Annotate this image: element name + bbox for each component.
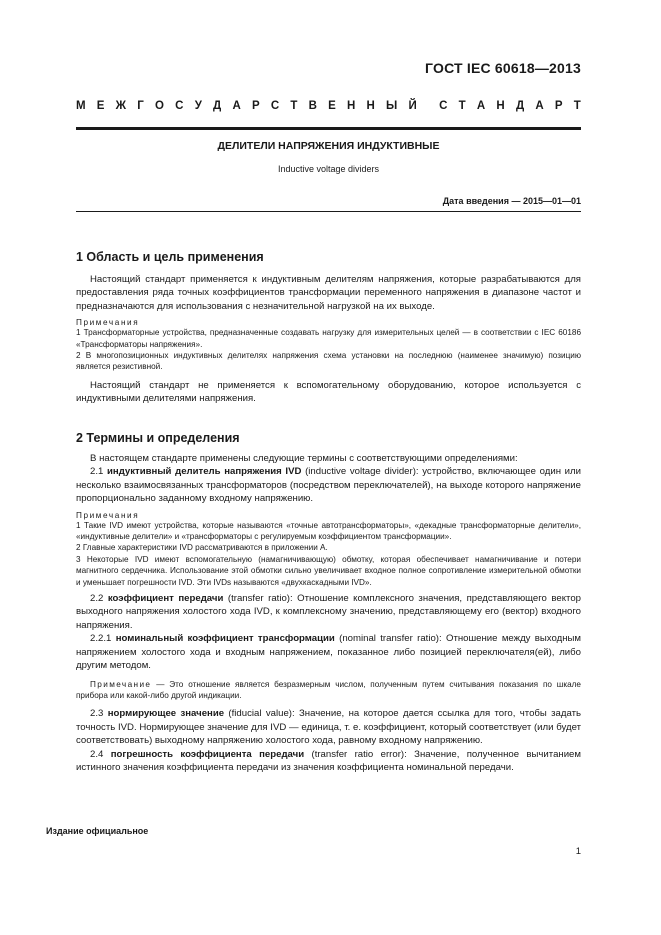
banner-letter: Е	[328, 100, 336, 112]
official-edition-label: Издание официальное	[46, 826, 149, 836]
banner-letter: Р	[554, 100, 563, 112]
section-1-note-2: 2 В многопозиционных индуктивных делителях напряжения схема установки на последнюю (наименее значимую) позицию является резистивной.	[76, 351, 581, 372]
term-definition: (transfer ratio): Отношение комплексного значения, представляющего вектор выходного напряжения холостого хода IVD, к комплексному значению, представляющему его (вектор) входного напряжения.	[76, 593, 581, 631]
term-2-1-note-1: 1 Такие IVD имеют устройства, которые называются «точные автотрансформаторы», «декадные трансформаторные делители», «индуктивные делители» и «трансформаторы с регулируемым коэффициентом трансформации».	[76, 520, 581, 542]
section-2-intro: В настоящем стандарте применены следующие термины с соответствующими определениями:	[90, 453, 518, 464]
section-1-heading: 1 Область и цель применения	[76, 250, 264, 264]
term-number: 2.1	[90, 466, 108, 478]
banner-letter: А	[232, 100, 241, 112]
term-definition: (fiducial value): Значение, на которое дается ссылка для того, чтобы задать точность IVD. Нормирующее значение для IVD — единица, т. е. коэффициент, который соответствует (или будет соответствовать) выходному напряжению холостого хода, равному входному напряжению.	[76, 708, 582, 747]
introduction-date: Дата введения — 2015—01—01	[442, 196, 581, 206]
section-2-notes-heading: Примечания	[76, 510, 140, 520]
banner-letter: Т	[290, 100, 298, 112]
interstate-standard-banner	[76, 100, 581, 112]
banner-letter: Н	[366, 100, 375, 112]
term-definition: (inductive voltage divider): устройство, включающее один или несколько взаимосвязанных трансформаторов (посредством переключателей), на выходе которого напряжение пропорционально заданному входному напряжению.	[76, 466, 581, 505]
term-name: индуктивный делитель напряжения IVD	[107, 466, 302, 478]
term-number: 2.3	[90, 708, 108, 720]
banner-letter: Й	[408, 100, 417, 112]
note-text: — Это отношение является безразмерным числом, полученным путем считывания показания по шкале прибора или какой-либо другой индикации.	[76, 679, 581, 700]
term-2-3	[76, 707, 581, 747]
document-title: ДЕЛИТЕЛИ НАПРЯЖЕНИЯ ИНДУКТИВНЫЕ	[217, 140, 440, 152]
section-1-note-1: 1 Трансформаторные устройства, предназначенные создавать нагрузку для измерительных целей — в соответствии с IEC 60186 «Трансформаторы напряжения».	[76, 328, 581, 349]
term-2-1	[76, 465, 581, 505]
banner-letter: Р	[251, 100, 260, 112]
banner-letter: Д	[515, 100, 525, 112]
section-1-paragraph-1: Настоящий стандарт применяется к индуктивным делителям напряжения, которые разрабатываются для предоставления ряда точных коэффициентов трансформации переменного напряжения в диапазоне частот и предназначаются для использования с незначительной нагрузкой на их выходе.	[76, 274, 581, 312]
banner-letter: Ж	[115, 100, 127, 112]
banner-letter: М	[76, 100, 86, 112]
section-2	[76, 431, 581, 774]
term-number: 2.2.1	[90, 633, 116, 645]
banner-letter: О	[155, 100, 164, 112]
banner-letter: Г	[137, 100, 144, 112]
section-1-notes-heading: Примечания	[76, 318, 140, 328]
term-name: коэффициент передачи	[107, 593, 224, 605]
banner-letter: Н	[496, 100, 505, 112]
term-2-2-1	[76, 632, 581, 672]
term-2-2-1-note	[76, 679, 581, 702]
banner-letter: А	[476, 100, 486, 112]
banner-letter: С	[270, 100, 280, 112]
banner-letter: Д	[213, 100, 222, 112]
term-name: номинальный коэффициент трансформации	[115, 633, 335, 645]
banner-letter: С	[439, 100, 448, 112]
term-2-1-note-2: 2 Главные характеристики IVD рассматриваются в приложении А.	[76, 543, 328, 553]
banner-letter: Т	[573, 100, 581, 112]
page-number: 1	[575, 846, 581, 857]
term-number: 2.4	[90, 748, 111, 760]
document-subtitle: Inductive voltage dividers	[277, 164, 380, 174]
banner-letter: У	[194, 100, 202, 112]
term-2-2	[76, 592, 581, 632]
banner-letter: Т	[458, 100, 466, 112]
banner-letter: С	[175, 100, 184, 112]
banner-letter: В	[308, 100, 317, 112]
date-rule	[76, 211, 581, 212]
term-name: нормирующее значение	[107, 708, 225, 720]
term-number: 2.2	[90, 593, 108, 605]
section-1-paragraph-2: Настоящий стандарт не применяется к вспомогательному оборудованию, которое используется с индуктивными делителями напряжения.	[76, 379, 581, 405]
section-2-heading: 2 Термины и определения	[76, 431, 240, 445]
term-definition: (transfer ratio error): Значение, полученное вычитанием истинного значения коэффициента передачи из значения коэффициента номинальной передачи.	[76, 748, 581, 773]
header-rule	[76, 127, 581, 130]
term-2-1-note-3: 3 Некоторые IVD имеют вспомогательную (намагничивающую) обмотку, которая обеспечивает намагничивание и потери магнитного сердечника. Использование этой обмотки сильно увеличивает входное полное сопротивление измерительной обмотки и уменьшает погрешности IVD. Эти IVDs называются «двухкаскадными IVD».	[76, 554, 581, 587]
note-label: Примечание	[90, 679, 152, 689]
term-definition: (nominal transfer ratio): Отношение между выходным напряжением холостого хода и входным напряжением, показанное либо позицией переключателя(ей), либо другим методом.	[76, 633, 581, 672]
banner-letter: А	[535, 100, 544, 112]
section-1	[76, 250, 581, 406]
term-2-4	[76, 748, 581, 775]
banner-letter: Е	[96, 100, 105, 112]
banner-letter: Н	[346, 100, 356, 112]
term-name: погрешность коэффициента передачи	[110, 748, 305, 760]
banner-letter: Ы	[386, 100, 398, 112]
standard-number: ГОСТ IEC 60618—2013	[425, 60, 581, 76]
